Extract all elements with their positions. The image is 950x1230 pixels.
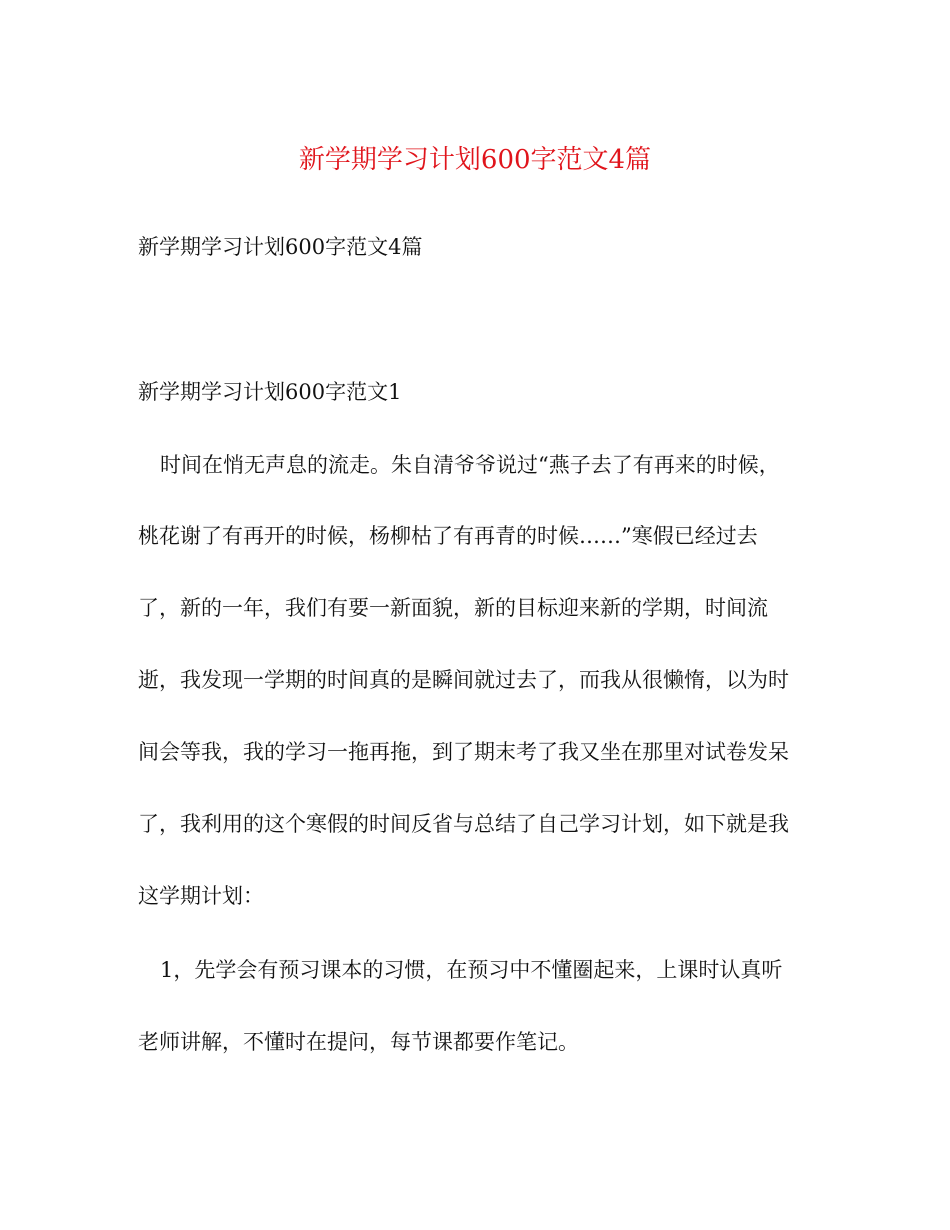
paragraph1-line: 时间在悄无声息的流走。朱自清爷爷说过“燕子去了有再来的时候，	[160, 453, 780, 477]
paragraph1-line: 间会等我，我的学习一拖再拖，到了期末考了我又坐在那里对试卷发呆	[138, 740, 789, 764]
paragraph1-line: 了，新的一年，我们有要一新面貌，新的目标迎来新的学期，时间流	[138, 596, 768, 620]
paragraph1-line: 逝，我发现一学期的时间真的是瞬间就过去了，而我从很懒惰，以为时	[138, 668, 789, 692]
section-heading: 新学期学习计划600字范文1	[138, 380, 402, 404]
document-title: 新学期学习计划600字范文4篇	[298, 145, 652, 175]
paragraph2-line: 1，先学会有预习课本的习惯，在预习中不懂圈起来，上课时认真听	[160, 958, 783, 982]
paragraph1-line: 桃花谢了有再开的时候，杨柳枯了有再青的时候……”寒假已经过去	[138, 524, 758, 548]
paragraph1-line: 这学期计划：	[138, 884, 264, 908]
paragraph1-line: 了，我利用的这个寒假的时间反省与总结了自己学习计划，如下就是我	[138, 812, 789, 836]
paragraph2-line: 老师讲解，不懂时在提问，每节课都要作笔记。	[138, 1030, 579, 1054]
document-subtitle: 新学期学习计划600字范文4篇	[138, 235, 423, 259]
